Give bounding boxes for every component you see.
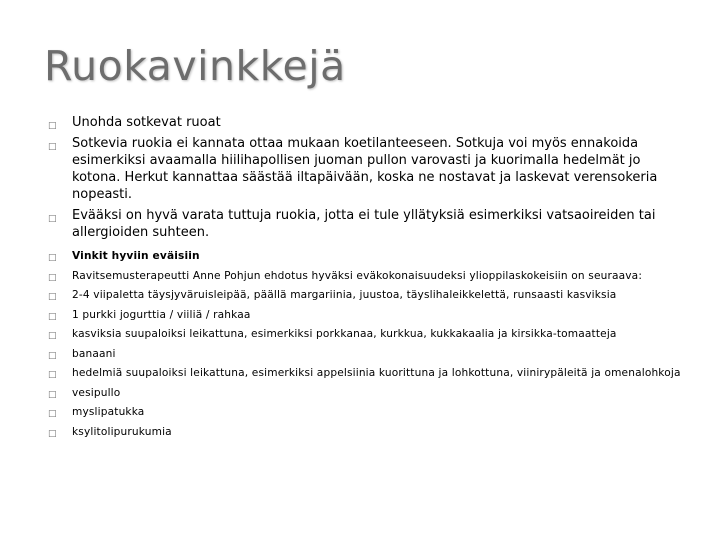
item-text: Evääksi on hyvä varata tuttuja ruokia, jotta ei tule yllätyksiä esimerkiksi vatsaoireiden tai allergioiden suhteen. [72, 208, 656, 240]
item-text: Sotkevia ruokia ei kannata ottaa mukaan koetilanteeseen. Sotkuja voi myös ennakoida esimerkiksi avaamalla hiilihapollisen juoman pullon varovasti ja kuorimalla hedelmät jo kotona. Herkut kannattaa säästää iltapäivään, koska ne nostavat ja laskevat verensokeria nopeasti. [72, 136, 658, 202]
list-item [48, 309, 688, 323]
list-item [48, 387, 688, 401]
bullet-icon: □ [48, 253, 57, 263]
item-text: banaani [72, 347, 116, 360]
bullet-icon: □ [48, 331, 57, 341]
item-text: kasviksia suupaloiksi leikattuna, esimerkiksi porkkanaa, kurkkua, kukkakaalia ja kirsikka-tomaatteja [72, 328, 617, 340]
list-item [48, 289, 688, 303]
bullet-icon: □ [48, 214, 57, 224]
item-text: vesipullo [72, 386, 121, 399]
bullet-icon: □ [48, 292, 57, 302]
bullet-icon: □ [48, 428, 57, 439]
bullet-icon: □ [48, 121, 57, 131]
item-text: Ravitsemusterapeutti Anne Pohjun ehdotus hyväksi eväkokonaisuudeksi ylioppilaskokeisiin on seuraava: [72, 269, 643, 282]
item-text: 1 purkki jogurttia / viiliä / rahkaa [72, 308, 251, 321]
item-text: ksylitolipurukumia [72, 425, 172, 438]
list-item [48, 250, 688, 264]
item-text: 2-4 viipaletta täysjyväruisleipää, päällä margariinia, juustoa, täyslihaleikkelettä, runsaasti kasviksia [72, 289, 617, 301]
list-item [48, 135, 688, 203]
item-text: Unohda sotkevat ruoat [72, 115, 221, 130]
bullet-icon: □ [48, 272, 57, 283]
list-item [48, 270, 688, 284]
bullet-icon: □ [48, 142, 57, 152]
list-item [48, 406, 688, 420]
item-text: Vinkit hyviin eväisiin [72, 250, 200, 262]
list-item [48, 328, 688, 342]
bullet-icon: □ [48, 370, 57, 380]
bullet-list [48, 114, 688, 445]
list-item [48, 207, 688, 241]
list-item [48, 114, 688, 131]
bullet-icon: □ [48, 311, 57, 322]
list-item [48, 348, 688, 362]
bullet-icon: □ [48, 350, 57, 361]
list-item [48, 367, 688, 381]
item-text: hedelmiä suupaloiksi leikattuna, esimerkiksi appelsiinia kuorittuna ja lohkottuna, viinirypäleitä ja omenalohkoja [72, 367, 681, 379]
bullet-icon: □ [48, 409, 57, 419]
bullet-icon: □ [48, 389, 57, 400]
item-text: myslipatukka [72, 406, 145, 418]
slide-title: Ruokavinkkejä [44, 42, 346, 90]
list-item [48, 426, 688, 440]
